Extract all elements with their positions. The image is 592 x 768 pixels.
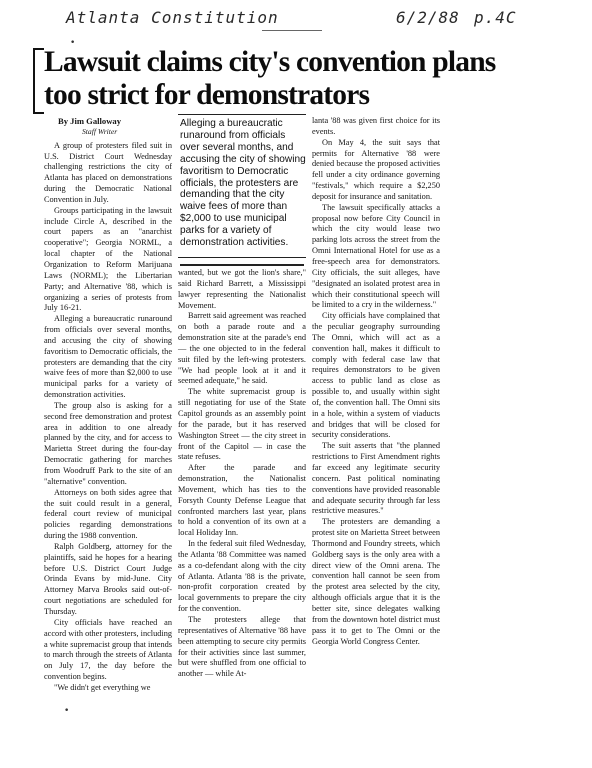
- paragraph: wanted, but we got the lion's share," said Richard Barrett, a Mississippi lawyer representing the Nationalist Movement.: [178, 268, 306, 310]
- paragraph: Attorneys on both sides agree that the suit could result in a general, federal court review of municipal policies regarding demonstrations during the 1988 convention.: [44, 487, 172, 541]
- column-3: [312, 116, 440, 647]
- paragraph: Barrett said agreement was reached on both a parade route and a demonstration site at the parade's end — the one objected to in the federal suit filed by the left-wing protesters. "We had people look at it and it seemed adequate," he said.: [178, 311, 306, 386]
- paragraph: Alleging a bureaucratic runaround from officials over several months, and accusing the city of showing favoritism to Democratic officials, the protesters are demanding that the city waive fees of more than $2,000 to use municipal parks for a variety of demonstration activities.: [44, 314, 172, 400]
- byline-role: Staff Writer: [82, 126, 118, 136]
- pull-quote-text: Alleging a bureaucratic runaround from officials over several months, and accusing the city of showing favoritism to Democratic officials, the protesters are demanding that the city waive fees of more than $2,000 to use municipal parks for a variety of demonstration activities.: [180, 118, 306, 249]
- stray-mark: •: [64, 706, 70, 716]
- headline: Lawsuit claims city's convention plans too strict for demonstrators: [44, 46, 496, 111]
- column-1: [44, 116, 172, 694]
- column-2-top-rule: [180, 264, 304, 266]
- paragraph: Ralph Goldberg, attorney for the plaintiffs, said he hopes for a hearing before U.S. District Court Judge Orinda Evans by mid-June. City Attorney Marva Brooks said out-of-court negotiations are scheduled for Thursday.: [44, 541, 172, 616]
- paragraph: Groups participating in the lawsuit include Circle A, described in the court papers as an "anarchist cooperative"; Georgia NORML, a local chapter of the National Organization to Reform Marijuana Laws (NORML); the Libertarian Party; and Alternative '88, which is organizing a series of protests from July 16-21.: [44, 205, 172, 313]
- paragraph: After the parade and demonstration, the Nationalist Movement, which has ties to the Forsyth County Defense League that confronted marchers last year, plans to hold a convention of its own at a local Holiday Inn.: [178, 463, 306, 538]
- paragraph: The suit asserts that "the planned restrictions to First Amendment rights far exceed any legitimate security concern. Past political nominating conventions have provided reasonable and adequate security through far less restrictive measures.": [312, 441, 440, 516]
- paragraph: The white supremacist group is still negotiating for use of the State Capitol grounds as an assembly point for the parade, but it has reserved Washington Street — the city street in front of the Capitol — in case the state refuses.: [178, 387, 306, 462]
- paragraph: On May 4, the suit says that permits for Alternative '88 were denied because the proposed activities fell under a city ordinance governing "festivals," which require a $2,250 deposit for insurance and sanitation.: [312, 137, 440, 201]
- paragraph: A group of protesters filed suit in U.S. District Court Wednesday challenging restrictions the city of Atlanta has placed on demonstrations during the Democratic National Convention in July.: [44, 140, 172, 204]
- paragraph: The protesters allege that representatives of Alternative '88 have been attempting to secure city permits for their activities since last summer, but were shuffled from one official to another — while At-: [178, 615, 306, 679]
- paragraph: City officials have complained that the peculiar geography surrounding The Omni, which will act as a convention hall, makes it difficult to comply with federal case law that requires demonstrators to be given access to public land as close as possible to, and usually within sight of, the convention hall. The Omni sits in a hole, within a system of viaducts and bridges that will be closed for security considerations.: [312, 311, 440, 440]
- paragraph: City officials have reached an accord with other protesters, including a white supremacist group that intends to march through the streets of Atlanta on July 17, the day before the convention begins.: [44, 617, 172, 682]
- annotation-underline: [262, 30, 322, 31]
- paragraph: "We didn't get everything we: [54, 682, 151, 692]
- handwritten-annotation: [66, 8, 546, 38]
- paragraph: The group also is asking for a second free demonstration and protest area in addition to one already planned by the city, and for access to Marietta Street during the four-day Democratic gathering for marches from Woodruff Park to the site of an "alternative" convention.: [44, 400, 172, 486]
- handwritten-page: p.4C: [474, 8, 517, 27]
- paragraph: lanta '88 was given first choice for its events.: [312, 116, 440, 136]
- pull-quote: [180, 118, 306, 249]
- handwritten-source: Atlanta Constitution: [66, 8, 279, 27]
- paragraph: In the federal suit filed Wednesday, the Atlanta '88 Committee was named as a co-defendant along with the city of Atlanta. Atlanta '88 is the private, non-profit corporation created by local governments to prepare the city for the convention.: [178, 539, 306, 614]
- column-2: [178, 268, 306, 680]
- stray-mark: •: [70, 38, 76, 48]
- paragraph: The protesters are demanding a protest site on Marietta Street between Thormond and Foundry streets, which Goldberg says is the only area with a direct view of the Omni arena. The convention hall cannot be seen from the protest area selected by the city, although officials argue that it is the better site, since delegates walking from the downtown hotel district must pass it to get to The Omni or the Georgia World Congress Center.: [312, 517, 440, 646]
- byline: By Jim Galloway: [58, 116, 122, 126]
- handwritten-date: 6/2/88: [396, 8, 460, 27]
- headline-bracket: [33, 48, 44, 114]
- paragraph: The lawsuit specifically attacks a proposal now before City Council in which the city would lease two parking lots across the street from the Omni International Hotel for use as a free-speech area for demonstrators. City officials, the suit alleges, have "designated an isolated protest area in which their constitutional speech will be limited to a cry in the wilderness.": [312, 202, 440, 310]
